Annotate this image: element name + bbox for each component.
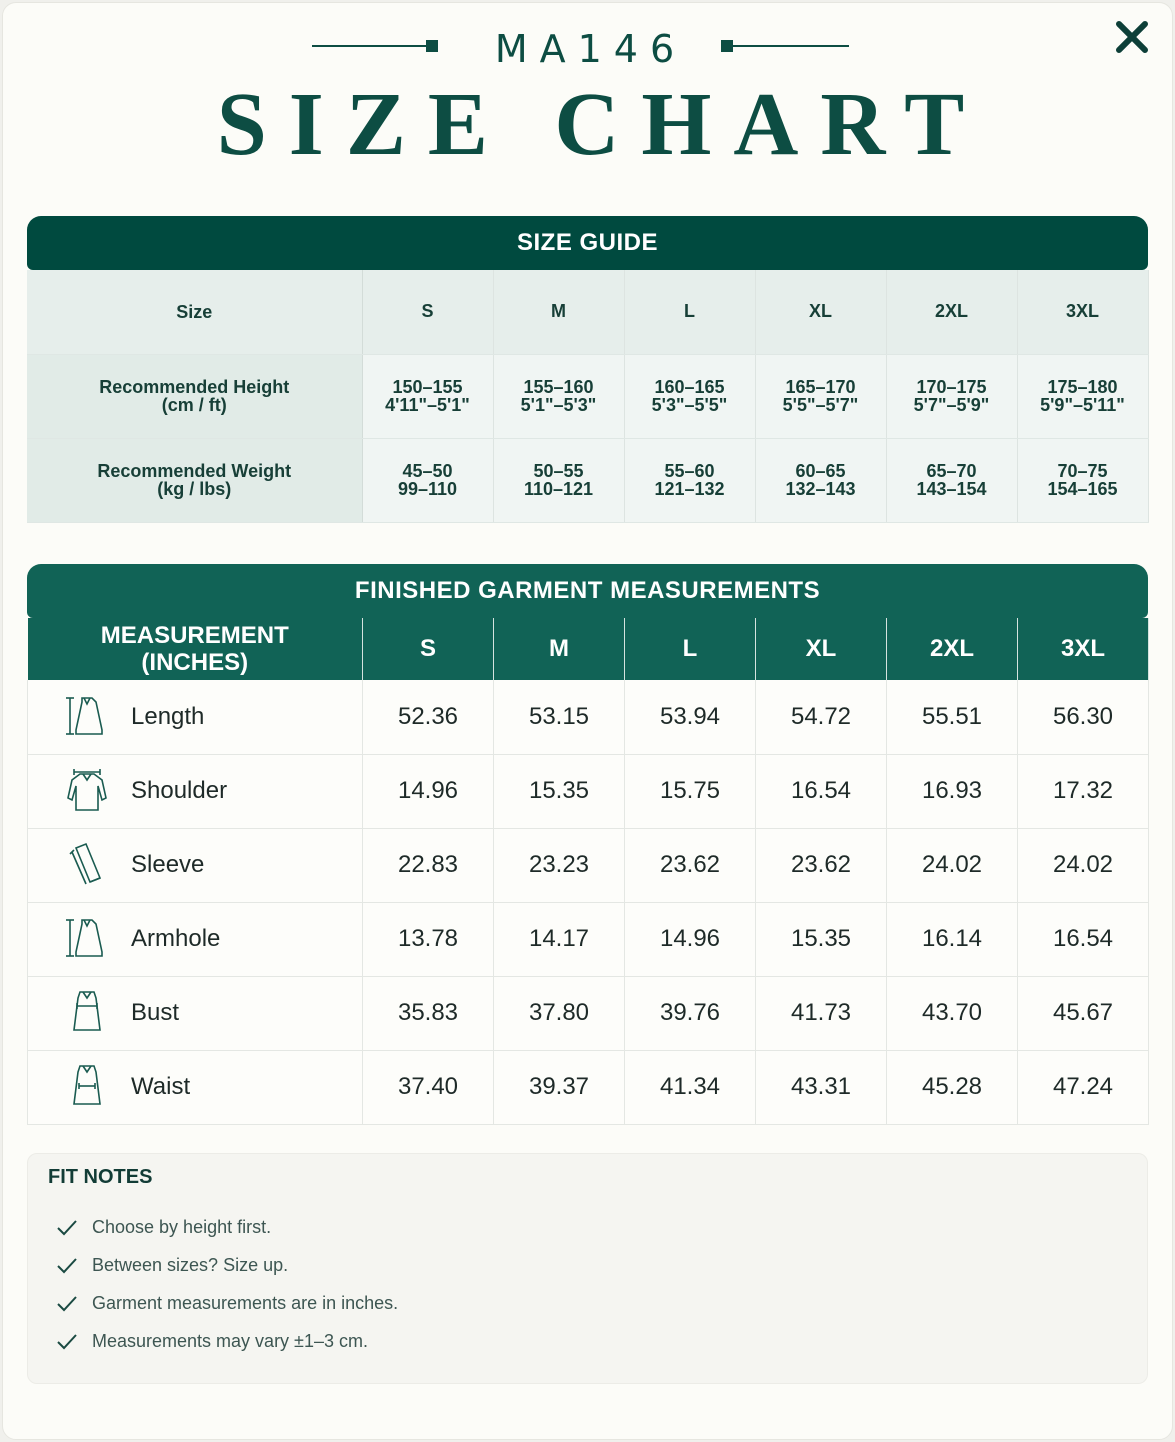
height-cm: 175–180 (1047, 377, 1118, 397)
height-cm: 160–165 (654, 377, 725, 397)
measure-header-l: L (625, 618, 756, 680)
height-cell (624, 354, 755, 438)
measurement-name: Waist (131, 1073, 191, 1100)
height-cm: 165–170 (785, 377, 856, 397)
measurement-label-cell (28, 976, 363, 1050)
measurement-value: 55.51 (887, 680, 1018, 754)
measurement-value: 43.70 (887, 976, 1018, 1050)
height-cell (1017, 354, 1148, 438)
table-row-sleeve (28, 828, 1149, 902)
measurement-value: 16.93 (887, 754, 1018, 828)
fit-note-item (54, 1328, 368, 1354)
size-header-2xl: 2XL (886, 270, 1017, 354)
weight-cell (755, 438, 886, 522)
weight-cell (493, 438, 624, 522)
size-header-3xl: 3XL (1017, 270, 1148, 354)
height-label-line2: (cm / ft) (161, 395, 227, 415)
measurement-value: 24.02 (1018, 828, 1149, 902)
measurement-label-cell (28, 828, 363, 902)
dress-waist-icon (59, 1064, 115, 1110)
fit-note-item (54, 1252, 288, 1278)
weight-lbs: 154–165 (1047, 479, 1118, 499)
measurements-banner: FINISHED GARMENT MEASUREMENTS (27, 564, 1148, 618)
dress-length-icon (59, 694, 115, 740)
weight-label (27, 438, 362, 522)
weight-lbs: 132–143 (785, 479, 856, 499)
height-label (27, 354, 362, 438)
weight-cell (624, 438, 755, 522)
weight-kg: 50–55 (533, 461, 584, 481)
checkmark-icon (54, 1328, 80, 1354)
height-label-line1: Recommended Height (99, 377, 290, 397)
measurement-value: 39.37 (494, 1050, 625, 1124)
measurement-name: Length (131, 702, 205, 730)
checkmark-icon (54, 1252, 80, 1278)
fit-note-text: Garment measurements are in inches. (92, 1292, 399, 1313)
measurement-value: 13.78 (363, 902, 494, 976)
model-code: MA146 (494, 27, 687, 71)
measurement-name: Shoulder (131, 777, 228, 804)
size-guide-banner: SIZE GUIDE (27, 216, 1148, 270)
sleeve-icon (59, 842, 115, 888)
measurement-value: 45.67 (1018, 976, 1149, 1050)
weight-kg: 65–70 (926, 461, 977, 481)
measurement-value: 43.31 (756, 1050, 887, 1124)
measurement-value: 41.73 (756, 976, 887, 1050)
measurement-value: 47.24 (1018, 1050, 1149, 1124)
height-cm: 150–155 (392, 377, 463, 397)
measurement-value: 14.96 (363, 754, 494, 828)
table-row-bust (28, 976, 1149, 1050)
measurement-name: Armhole (131, 925, 221, 952)
size-header-s: S (362, 270, 493, 354)
weight-cell (1017, 438, 1148, 522)
measurement-value: 24.02 (887, 828, 1018, 902)
measurement-value: 37.80 (494, 976, 625, 1050)
table-row-shoulder (28, 754, 1149, 828)
measurement-value: 23.62 (756, 828, 887, 902)
weight-cell (362, 438, 493, 522)
measurement-value: 15.35 (756, 902, 887, 976)
weight-label-line1: Recommended Weight (97, 461, 292, 481)
weight-lbs: 143–154 (916, 479, 987, 499)
weight-lbs: 99–110 (397, 479, 458, 499)
close-icon[interactable] (1115, 20, 1149, 54)
measurement-value: 16.14 (887, 902, 1018, 976)
height-cell (886, 354, 1017, 438)
size-header-l: L (624, 270, 755, 354)
height-ft: 5'3"–5'5" (651, 395, 728, 415)
measurement-value: 14.17 (494, 902, 625, 976)
measurement-value: 35.83 (363, 976, 494, 1050)
dress-shoulder-icon (59, 768, 115, 814)
measure-header-s: S (363, 618, 494, 680)
dress-armhole-icon (59, 916, 115, 962)
height-ft: 5'7"–5'9" (913, 395, 990, 415)
weight-kg: 60–65 (795, 461, 846, 481)
height-ft: 5'9"–5'11" (1040, 395, 1125, 415)
size-header-m: M (493, 270, 624, 354)
measurement-header-line2: (INCHES) (141, 649, 249, 676)
weight-label-line2: (kg / lbs) (157, 479, 232, 499)
size-guide-table (27, 270, 1149, 523)
height-cell (362, 354, 493, 438)
measurement-value: 16.54 (1018, 902, 1149, 976)
measurements-header-row (28, 618, 1149, 680)
weight-row (27, 438, 1148, 522)
height-ft: 5'5"–5'7" (782, 395, 859, 415)
measurement-value: 22.83 (363, 828, 494, 902)
measurement-value: 23.62 (625, 828, 756, 902)
checkmark-icon (54, 1214, 80, 1240)
measure-header-2xl: 2XL (887, 618, 1018, 680)
measurement-label-cell (28, 1050, 363, 1124)
table-row-length (28, 680, 1149, 754)
measurement-value: 45.28 (887, 1050, 1018, 1124)
dress-bust-icon (59, 990, 115, 1036)
measurement-value: 39.76 (625, 976, 756, 1050)
measurement-value: 53.15 (494, 680, 625, 754)
measurement-value: 15.35 (494, 754, 625, 828)
measurement-label-cell (28, 902, 363, 976)
height-cm: 155–160 (523, 377, 594, 397)
fit-notes-title: FIT NOTES (48, 1166, 153, 1188)
measurement-value: 54.72 (756, 680, 887, 754)
fit-note-text: Choose by height first. (92, 1216, 272, 1237)
fit-note-item (54, 1290, 398, 1316)
measurement-value: 41.34 (625, 1050, 756, 1124)
size-header-label: Size (27, 270, 362, 354)
size-header-xl: XL (755, 270, 886, 354)
table-row-armhole (28, 902, 1149, 976)
measurement-value: 16.54 (756, 754, 887, 828)
checkmark-icon (54, 1290, 80, 1316)
measurement-label-cell (28, 680, 363, 754)
measurement-value: 52.36 (363, 680, 494, 754)
weight-lbs: 110–121 (523, 479, 594, 499)
measurement-value: 17.32 (1018, 754, 1149, 828)
weight-cell (886, 438, 1017, 522)
measurements-table (27, 618, 1149, 1125)
page-title: SIZE CHART (216, 75, 987, 174)
height-row (27, 354, 1148, 438)
measurement-value: 23.23 (494, 828, 625, 902)
measurement-value: 14.96 (625, 902, 756, 976)
weight-kg: 45–50 (402, 461, 453, 481)
size-guide-header-row (27, 270, 1148, 354)
measurement-header-line1: MEASUREMENT (100, 622, 289, 649)
close-button[interactable] (1110, 15, 1154, 59)
measurement-label-cell (28, 754, 363, 828)
measurement-value: 15.75 (625, 754, 756, 828)
height-ft: 5'1"–5'3" (520, 395, 597, 415)
measurement-value: 37.40 (363, 1050, 494, 1124)
weight-kg: 70–75 (1057, 461, 1108, 481)
fit-note-item (54, 1214, 271, 1240)
measure-header-3xl: 3XL (1018, 618, 1149, 680)
measure-header-m: M (494, 618, 625, 680)
weight-kg: 55–60 (664, 461, 715, 481)
height-ft: 4'11"–5'1" (385, 395, 470, 415)
measurement-name: Sleeve (131, 851, 205, 878)
measurement-header-label (28, 618, 363, 680)
measurement-value: 56.30 (1018, 680, 1149, 754)
measurement-value: 53.94 (625, 680, 756, 754)
measure-header-xl: XL (756, 618, 887, 680)
height-cell (755, 354, 886, 438)
fit-note-text: Between sizes? Size up. (92, 1254, 289, 1275)
fit-notes-panel (27, 1153, 1148, 1384)
table-row-waist (28, 1050, 1149, 1124)
weight-lbs: 121–132 (654, 479, 725, 499)
height-cell (493, 354, 624, 438)
height-cm: 170–175 (916, 377, 987, 397)
measurement-name: Bust (131, 999, 180, 1026)
fit-note-text: Measurements may vary ±1–3 cm. (92, 1330, 368, 1351)
